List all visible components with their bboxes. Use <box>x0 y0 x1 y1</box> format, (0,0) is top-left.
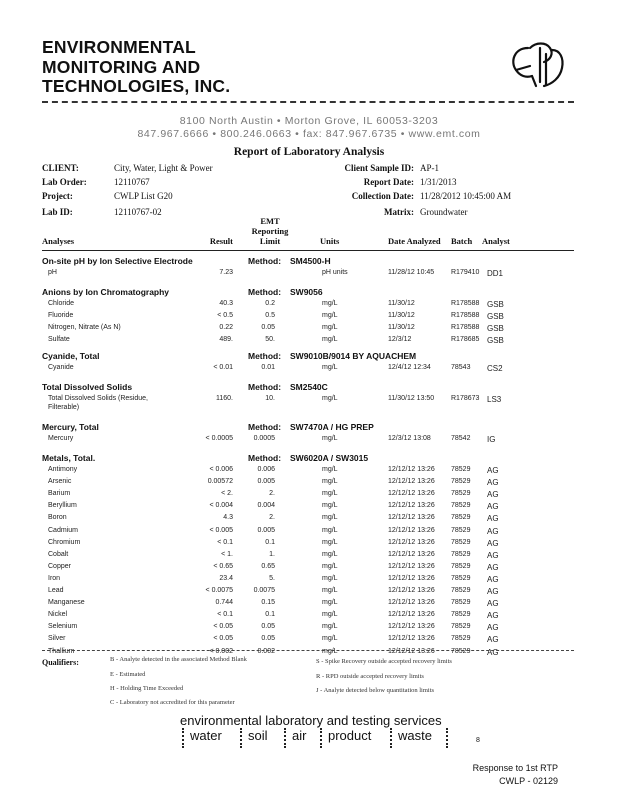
units-value: mg/L <box>322 300 338 307</box>
batch-value: R178588 <box>451 324 480 332</box>
result-value: 0.22 <box>219 324 233 332</box>
result-value: < 0.0005 <box>205 435 233 442</box>
reporting-limit-value: 2. <box>269 490 275 498</box>
batch-value: R178685 <box>451 336 480 344</box>
lab-order-label: Lab Order: <box>42 177 87 187</box>
reporting-limit-value: 0.65 <box>261 562 275 570</box>
col-limit-line-2: Reporting <box>251 226 289 236</box>
result-value: < 0.05 <box>213 635 233 643</box>
result-value: 4.3 <box>223 514 233 522</box>
company-name-line-2: MONITORING AND <box>42 56 201 77</box>
method-label: Method: <box>248 422 282 432</box>
result-value: 0.00572 <box>207 478 233 486</box>
date-analyzed-value: 11/30/12 13:50 <box>388 395 435 402</box>
company-contact: 847.967.6666 • 800.246.0663 • fax: 847.967.6735 • www.emt.com <box>137 128 481 140</box>
units-value: mg/L <box>322 478 338 486</box>
qualifier-j: J - Analyte detected below quantitation limits <box>316 687 435 694</box>
service-product: product <box>320 728 371 748</box>
units-value: mg/L <box>322 635 338 643</box>
units-value: pH units <box>322 269 348 276</box>
analyst-value: DD1 <box>487 269 504 278</box>
col-limit-line-1: EMT <box>260 216 280 226</box>
analyte-name: Silver <box>48 635 66 643</box>
analyte-name: Chromium <box>48 538 81 546</box>
collection-date-label: Collection Date: <box>351 191 414 201</box>
reporting-limit-value: 0.004 <box>257 502 275 510</box>
client-value: City, Water, Light & Power <box>114 163 213 173</box>
service-water: water <box>182 728 222 748</box>
date-analyzed-value: 12/4/12 12:34 <box>388 364 431 371</box>
analyst-value: AG <box>487 623 499 633</box>
batch-value: R178673 <box>451 395 480 402</box>
analyst-value: AG <box>487 611 499 621</box>
lab-id-value: 12110767-02 <box>114 207 162 217</box>
analyte-name: Fluoride <box>48 312 74 320</box>
reporting-limit-value: 50. <box>265 336 275 344</box>
analyte-name: Cadmium <box>48 526 78 534</box>
units-value: mg/L <box>322 562 338 570</box>
response-stamp <box>473 762 558 788</box>
date-analyzed-value: 12/12/12 13:26 <box>388 514 435 522</box>
result-value: < 0.01 <box>213 364 233 371</box>
reporting-limit-value: 0.005 <box>257 478 275 486</box>
units-value: mg/L <box>322 312 338 320</box>
page-number: 8 <box>476 737 480 744</box>
analyte-name-cont: Filterable) <box>48 404 80 411</box>
document-id: CWLP - 02129 <box>499 776 558 786</box>
result-value: 489. <box>219 336 233 344</box>
result-value: 23.4 <box>219 574 233 582</box>
result-value: < 0.006 <box>209 466 233 473</box>
report-date-value: 1/31/2013 <box>420 177 457 187</box>
qualifier-divider <box>42 650 574 651</box>
analyte-name: Cyanide <box>48 364 74 371</box>
result-value: < 0.05 <box>213 623 233 631</box>
date-analyzed-value: 12/12/12 13:26 <box>388 502 435 510</box>
batch-value: 78529 <box>451 574 471 582</box>
date-analyzed-value: 11/30/12 <box>388 324 415 332</box>
analyst-value: LS3 <box>487 395 502 404</box>
units-value: mg/L <box>322 336 338 344</box>
date-analyzed-value: 12/12/12 13:26 <box>388 490 435 498</box>
date-analyzed-value: 12/12/12 13:26 <box>388 538 435 546</box>
analyte-name: Copper <box>48 562 71 570</box>
analyte-name: Barium <box>48 490 71 498</box>
analyte-name: Boron <box>48 514 67 522</box>
analyst-value: AG <box>487 574 499 584</box>
result-value: < 0.1 <box>217 538 233 546</box>
date-analyzed-value: 12/12/12 13:26 <box>388 562 435 570</box>
report-title: Report of Laboratory Analysis <box>233 146 385 158</box>
company-name-line-1: ENVIRONMENTAL <box>42 37 196 57</box>
method-label: Method: <box>248 382 282 392</box>
analyte-name: Nitrogen, Nitrate (As N) <box>48 324 121 332</box>
result-value: 0.744 <box>215 599 233 607</box>
company-address: 8100 North Austin • Morton Grove, IL 60053-3203 <box>179 115 439 127</box>
result-value: < 0.1 <box>217 611 233 619</box>
header-divider <box>42 101 574 103</box>
analyst-value: AG <box>487 599 499 609</box>
batch-value: 78529 <box>451 599 471 607</box>
batch-value: R179410 <box>451 269 480 276</box>
analyte-name: Manganese <box>48 599 85 607</box>
analyst-value: AG <box>487 587 499 596</box>
qualifier-h: H - Holding Time Exceeded <box>110 685 184 692</box>
reporting-limit-value: 0.005 <box>257 526 275 534</box>
result-value: < 0.002 <box>209 647 233 655</box>
method-value: SW9056 <box>290 287 323 297</box>
method-value: SM4500-H <box>290 256 331 266</box>
result-value: < 0.004 <box>209 502 233 510</box>
reporting-limit-value: 0.1 <box>265 538 275 546</box>
result-value: < 0.5 <box>217 312 233 320</box>
client-label: CLIENT: <box>42 163 79 173</box>
reporting-limit-value: 10. <box>265 395 275 402</box>
footer-tagline: environmental laboratory and testing services <box>180 713 442 728</box>
batch-value: 78529 <box>451 478 471 486</box>
units-value: mg/L <box>322 490 338 498</box>
section-title: Metals, Total. <box>42 453 96 463</box>
qualifier-b: B - Analyte detected in the associated Method Blank <box>110 656 247 663</box>
analyst-value: AG <box>487 635 499 645</box>
reporting-limit-value: 0.2 <box>265 300 275 307</box>
units-value: mg/L <box>322 647 338 655</box>
analyte-name: Sulfate <box>48 336 70 344</box>
date-analyzed-value: 12/12/12 13:26 <box>388 587 435 594</box>
batch-value: R178588 <box>451 312 480 320</box>
date-analyzed-value: 12/12/12 13:26 <box>388 611 435 619</box>
units-value: mg/L <box>322 466 338 473</box>
analyte-name: Beryllium <box>48 502 77 510</box>
date-analyzed-value: 12/3/12 13:08 <box>388 435 431 442</box>
batch-value: 78543 <box>451 364 471 371</box>
collection-date-value: 11/28/2012 10:45:00 AM <box>420 191 512 201</box>
reporting-limit-value: 0.05 <box>261 324 275 332</box>
analyst-value: AG <box>487 466 499 475</box>
batch-value: 78529 <box>451 514 471 522</box>
reporting-limit-value: 2. <box>269 514 275 522</box>
analyte-name: Antimony <box>48 466 78 473</box>
date-analyzed-value: 12/12/12 13:26 <box>388 599 435 607</box>
emt-logo-icon <box>506 40 568 90</box>
analyst-value: AG <box>487 538 499 548</box>
analyst-value: IG <box>487 435 496 444</box>
date-analyzed-value: 11/28/12 10:45 <box>388 269 435 276</box>
date-analyzed-value: 12/12/12 13:26 <box>388 574 435 582</box>
project-label: Project: <box>42 191 73 201</box>
result-value: < 0.65 <box>213 562 233 570</box>
units-value: mg/L <box>322 502 338 510</box>
units-value: mg/L <box>322 550 338 558</box>
analyst-value: AG <box>487 514 499 524</box>
result-value: < 1. <box>221 550 233 558</box>
units-value: mg/L <box>322 611 338 619</box>
analyte-name: Cobalt <box>48 550 69 558</box>
sample-id-value: AP-1 <box>420 163 440 173</box>
units-value: mg/L <box>322 435 338 442</box>
service-waste: waste <box>390 728 432 748</box>
reporting-limit-value: 0.05 <box>261 635 275 643</box>
analyte-name: Iron <box>48 574 61 582</box>
batch-value: 78529 <box>451 502 471 510</box>
qualifier-r: R - RPD outside accepted recovery limits <box>316 673 424 680</box>
sample-id-label: Client Sample ID: <box>344 163 414 173</box>
date-analyzed-value: 12/12/12 13:26 <box>388 466 435 473</box>
units-value: mg/L <box>322 623 338 631</box>
analyte-name: Arsenic <box>48 478 72 486</box>
batch-value: 78529 <box>451 587 471 594</box>
lab-id-label: Lab ID: <box>42 207 73 217</box>
section-title: Total Dissolved Solids <box>42 382 133 392</box>
date-analyzed-value: 12/3/12 <box>388 336 412 344</box>
batch-value: 78529 <box>451 635 471 643</box>
batch-value: R178588 <box>451 300 480 307</box>
date-analyzed-value: 12/12/12 13:26 <box>388 623 435 631</box>
service-air: air <box>284 728 306 748</box>
analyte-name: Nickel <box>48 611 68 619</box>
date-analyzed-value: 11/30/12 <box>388 300 415 307</box>
date-analyzed-value: 12/12/12 13:26 <box>388 526 435 534</box>
reporting-limit-value: 0.1 <box>265 611 275 619</box>
method-value: SW7470A / HG PREP <box>290 422 374 432</box>
units-value: mg/L <box>322 324 338 332</box>
report-date-label: Report Date: <box>363 177 414 187</box>
units-value: mg/L <box>322 395 338 402</box>
matrix-value: Groundwater <box>420 207 468 217</box>
qualifier-c: C - Laboratory not accredited for this parameter <box>110 699 235 706</box>
batch-value: 78529 <box>451 490 471 498</box>
company-name-line-3: TECHNOLOGIES, INC. <box>42 76 231 96</box>
units-value: mg/L <box>322 587 338 594</box>
units-value: mg/L <box>322 514 338 522</box>
section-title: On-site pH by Ion Selective Electrode <box>42 256 193 266</box>
analyst-value: GSB <box>487 312 504 322</box>
method-value: SW9010B/9014 BY AQUACHEM <box>290 351 417 361</box>
batch-value: 78529 <box>451 526 471 534</box>
qualifiers-label: Qualifiers: <box>42 658 79 667</box>
result-value: 7.23 <box>219 269 233 276</box>
analyst-value: GSB <box>487 300 504 309</box>
date-analyzed-value: 12/12/12 13:26 <box>388 635 435 643</box>
reporting-limit-value: 0.002 <box>257 647 275 655</box>
reporting-limit-value: 0.006 <box>257 466 275 473</box>
batch-value: 78542 <box>451 435 471 442</box>
batch-value: 78529 <box>451 611 471 619</box>
result-value: 40.3 <box>219 300 233 307</box>
section-title: Cyanide, Total <box>42 351 100 361</box>
analyst-value: AG <box>487 562 499 572</box>
analyst-value: AG <box>487 647 499 657</box>
date-analyzed-value: 12/12/12 13:26 <box>388 478 435 486</box>
analyst-value: AG <box>487 550 499 560</box>
reporting-limit-value: 0.5 <box>265 312 275 320</box>
method-label: Method: <box>248 256 282 266</box>
lab-order-value: 12110767 <box>114 177 150 187</box>
col-batch: Batch <box>451 236 473 246</box>
col-analyses: Analyses <box>42 236 75 246</box>
project-value: CWLP List G20 <box>114 191 173 201</box>
date-analyzed-value: 12/12/12 13:26 <box>388 647 435 655</box>
reporting-limit-value: 0.0005 <box>253 435 275 442</box>
reporting-limit-value: 5. <box>269 574 275 582</box>
units-value: mg/L <box>322 574 338 582</box>
analyst-value: CS2 <box>487 364 503 373</box>
analyst-value: AG <box>487 478 499 488</box>
analyst-value: AG <box>487 526 499 536</box>
units-value: mg/L <box>322 599 338 607</box>
result-value: < 2. <box>221 490 233 498</box>
col-date-analyzed: Date Analyzed <box>388 236 441 246</box>
matrix-label: Matrix: <box>384 207 414 217</box>
units-value: mg/L <box>322 538 338 546</box>
batch-value: 78529 <box>451 466 471 473</box>
column-header-divider <box>42 250 574 251</box>
batch-value: 78529 <box>451 562 471 570</box>
reporting-limit-value: 1. <box>269 550 275 558</box>
reporting-limit-value: 0.0075 <box>253 587 275 594</box>
method-value: SM2540C <box>290 382 328 392</box>
batch-value: 78529 <box>451 550 471 558</box>
col-units: Units <box>320 236 340 246</box>
col-analyst: Analyst <box>482 236 510 246</box>
col-result: Result <box>209 236 233 246</box>
analyst-value: GSB <box>487 324 504 334</box>
units-value: mg/L <box>322 526 338 534</box>
analyte-name: Lead <box>48 587 64 594</box>
service-soil: soil <box>240 728 268 748</box>
col-reporting-limit <box>240 216 300 246</box>
reporting-limit-value: 0.05 <box>261 623 275 631</box>
analyte-name: Thallium <box>48 647 75 655</box>
batch-value: 78529 <box>451 538 471 546</box>
analyst-value: AG <box>487 502 499 512</box>
reporting-limit-value: 0.01 <box>261 364 275 371</box>
method-label: Method: <box>248 351 282 361</box>
service-end-divider <box>446 728 448 748</box>
batch-value: 78529 <box>451 647 471 655</box>
qualifier-e: E - Estimated <box>110 671 146 678</box>
result-value: 1160. <box>216 395 233 402</box>
batch-value: 78529 <box>451 623 471 631</box>
units-value: mg/L <box>322 364 338 371</box>
col-limit-line-3: Limit <box>259 236 281 246</box>
section-title: Anions by Ion Chromatography <box>42 287 170 297</box>
reporting-limit-value: 0.15 <box>261 599 275 607</box>
result-value: < 0.0075 <box>205 587 233 594</box>
analyst-value: GSB <box>487 336 504 346</box>
analyte-name: Selenium <box>48 623 78 631</box>
result-value: < 0.005 <box>209 526 233 534</box>
analyte-name: Chloride <box>48 300 75 307</box>
analyte-name: Mercury <box>48 435 74 442</box>
method-label: Method: <box>248 287 282 297</box>
company-name <box>42 38 230 97</box>
method-label: Method: <box>248 453 282 463</box>
method-value: SW6020A / SW3015 <box>290 453 369 463</box>
analyte-name: Total Dissolved Solids (Residue, <box>48 395 148 402</box>
date-analyzed-value: 12/12/12 13:26 <box>388 550 435 558</box>
section-title: Mercury, Total <box>42 422 99 432</box>
qualifier-s: S - Spike Recovery outside accepted recovery limits <box>316 658 452 665</box>
analyte-name: pH <box>48 269 57 276</box>
date-analyzed-value: 11/30/12 <box>388 312 415 320</box>
response-text: Response to 1st RTP <box>472 763 558 773</box>
analyst-value: AG <box>487 490 499 500</box>
